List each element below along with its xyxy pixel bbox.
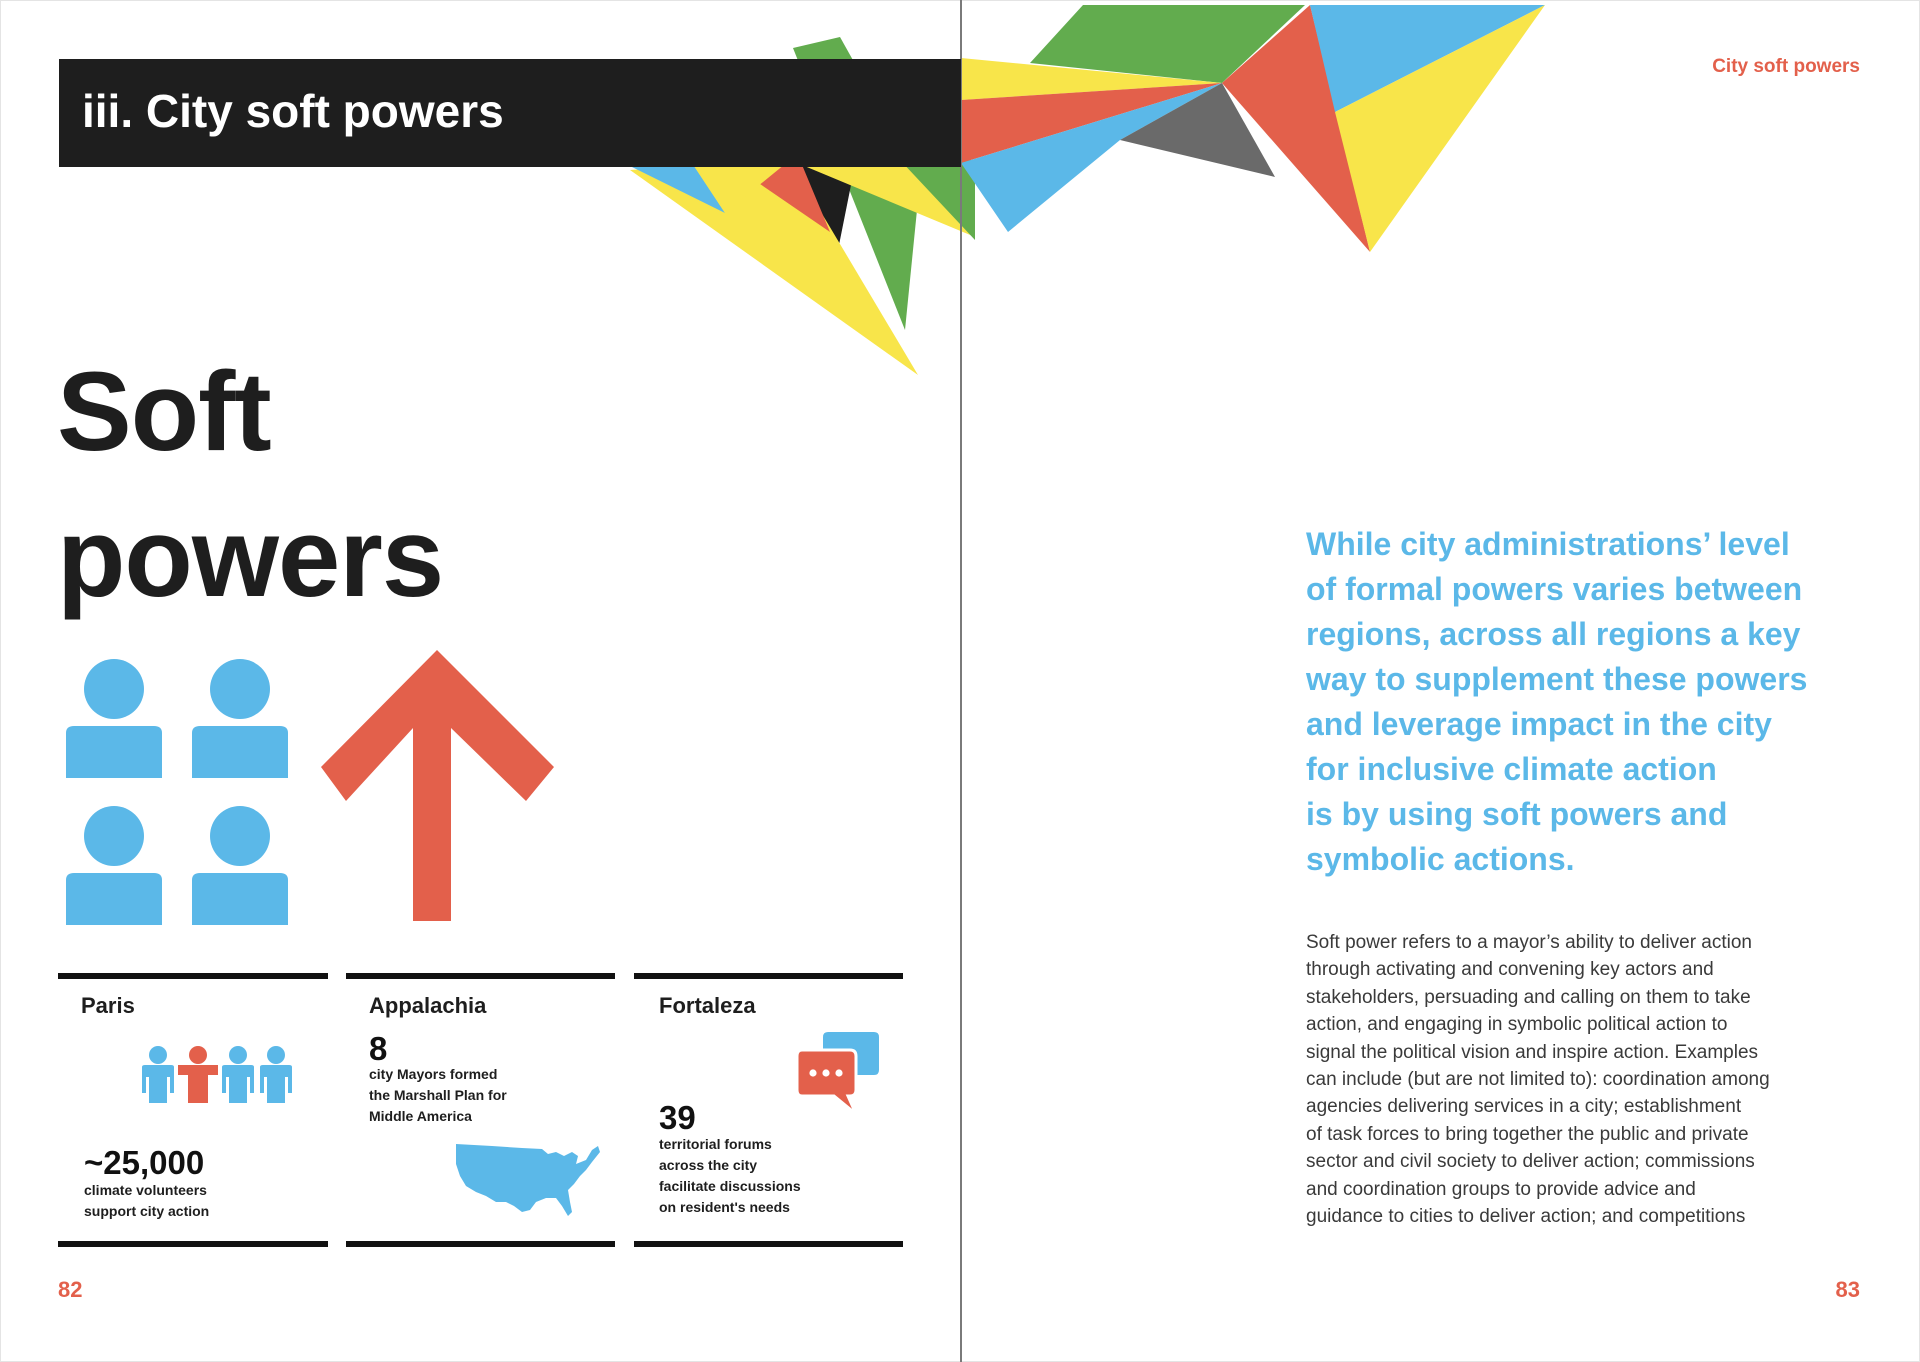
pull-quote: While city administrations’ level of formal powers varies between regions, across all regions a key way to supplement these powers and leverage impact in the city for inclusive climate action is by using soft powers and symbolic actions. (1306, 526, 1808, 877)
card-title-paris: Paris (81, 993, 135, 1018)
stat-number: 8 (369, 1030, 388, 1067)
stat-number: 39 (659, 1099, 696, 1136)
card-top-rule (634, 973, 903, 979)
card-bottom-rule (58, 1241, 328, 1247)
card-top-rule (58, 973, 328, 979)
stat-description: territorial forums across the city facilitate discussions on resident's needs (659, 1136, 801, 1215)
stat-description: city Mayors formed the Marshall Plan for Middle America (369, 1066, 507, 1124)
up-arrow-icon (318, 648, 558, 923)
stat-description: climate volunteers support city action (84, 1182, 210, 1219)
section-title: iii. City soft powers (82, 85, 504, 137)
chat-bubbles-icon (796, 1030, 880, 1116)
volunteers-icon (138, 1045, 296, 1103)
running-header: City soft powers (1712, 56, 1860, 77)
page-number-right: 83 (1835, 1277, 1860, 1302)
card-bottom-rule (346, 1241, 615, 1247)
people-group-icon (62, 655, 302, 930)
card-title-fortaleza: Fortaleza (659, 993, 756, 1018)
stat-number: ~25,000 (84, 1144, 205, 1181)
usa-map-icon (452, 1140, 602, 1220)
card-bottom-rule (634, 1241, 903, 1247)
body-paragraph: Soft power refers to a mayor’s ability to deliver action through activating and convening key actors and stakeholders, persuading and calling on them to take action, and engaging in symbolic political action to signal the political vision and inspire action. Examples can include (but are not limited to): coordination among agencies delivering services in a city; establishment of task forces to bring together the public and private sector and civil society to deliver action; commissions and coordination groups to provide advice and guidance to cities to deliver action; and competitions (1306, 932, 1770, 1228)
page-number-left: 82 (58, 1277, 83, 1302)
card-title-appalachia: Appalachia (369, 993, 487, 1018)
card-top-rule (346, 973, 615, 979)
spine-divider (960, 0, 962, 1362)
page-title-line-1: Soft (57, 349, 271, 474)
page-title-line-2: powers (57, 495, 444, 620)
